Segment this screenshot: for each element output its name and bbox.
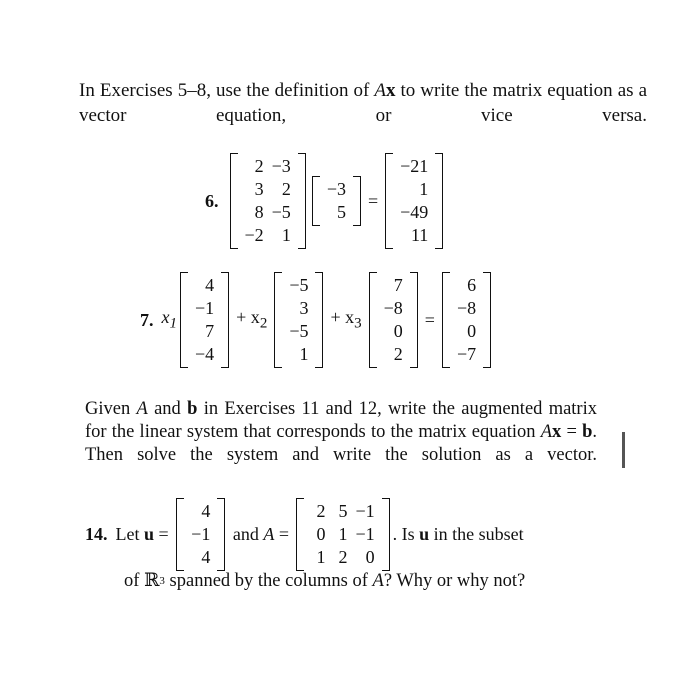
matrix-cell: 1 [316,547,326,567]
matrix-cell: 7 [393,275,403,295]
matrix-cell: 0 [467,321,477,341]
exercise-14: 14. Let u = 4 −1 4 and A = 2 5 −1 0 1 −1 1 2 0 . Is u in the subset [85,498,524,571]
vector-3 [369,272,418,368]
matrix-cell: 7 [205,321,215,341]
matrix-cell: 2 [338,547,348,567]
matrix-cell: 3 [254,179,264,199]
matrix-cell: −3 [271,156,291,176]
matrix-cell: 3 [299,298,309,318]
matrix-cell: 2 [281,179,291,199]
exercise-number: 6. [205,190,219,211]
exercise-number: 14. [85,524,108,544]
plus-x3: + $x_3$ [330,307,362,332]
augmented-matrix-paragraph: Given A and b in Exercises 11 and 12, write the augmented matrix for the linear system that corresponds to the matrix equation Ax = b. Then solve the system and write the solution as a vector. [85,399,598,465]
matrix-cell: 1 [281,225,291,245]
matrix-cell: 5 [338,501,348,521]
matrix-cell: −4 [195,344,215,364]
matrix-cell: −1 [195,298,215,318]
matrix-cell: −5 [289,321,309,341]
matrix-cell: 4 [201,501,211,521]
matrix-cell: 11 [410,225,429,245]
matrix-cell: −5 [271,202,291,222]
matrix-cell: −8 [383,298,403,318]
matrix-cell: −1 [355,524,375,544]
matrix-cell: 1 [419,179,429,199]
x1-label: $x_1$ [161,307,177,332]
vector-1 [180,272,229,368]
matrix-cell: −8 [456,298,477,318]
matrix-cell: 4 [201,547,211,567]
matrix-cell: 5 [336,202,346,222]
matrix-A [296,498,389,571]
matrix-cell: 8 [254,202,264,222]
matrix-cell: 0 [316,524,326,544]
text-cursor [622,432,625,468]
matrix-cell: 1 [299,344,309,364]
matrix-A [230,153,306,249]
instruction-paragraph: In Exercises 5–8, use the definition of Ax to write the matrix equation as a vector equation, or vice versa. [79,80,648,126]
exercise-6 [205,153,446,249]
matrix-cell: −7 [456,344,477,364]
equals-sign: = [424,309,435,330]
result-vector [442,272,491,368]
matrix-cell: 4 [205,275,215,295]
result-vector [385,153,443,249]
vector-u [176,498,225,571]
matrix-cell: −5 [289,275,309,295]
matrix-cell: 2 [393,344,403,364]
matrix-cell: 0 [393,321,403,341]
vector-2 [274,272,323,368]
matrix-cell: 2 [316,501,326,521]
vector-x [312,176,361,226]
exercise-number: 7. [140,309,154,330]
exercise-14-question: of ℝ 3 spanned by the columns of A ? Why or why not? [124,570,526,591]
matrix-cell: 6 [467,275,477,295]
matrix-cell: −21 [400,156,429,176]
matrix-cell: −49 [400,202,429,222]
matrix-cell: −1 [191,524,211,544]
matrix-cell: 0 [365,547,375,567]
matrix-cell: 2 [254,156,264,176]
matrix-cell: −3 [326,179,346,199]
exercise-7 [140,272,494,368]
matrix-cell: 1 [338,524,348,544]
matrix-cell: −1 [355,501,375,521]
matrix-cell: −2 [244,225,264,245]
equals-sign: = [367,190,379,211]
plus-x2: + $x_2$ [236,307,268,332]
